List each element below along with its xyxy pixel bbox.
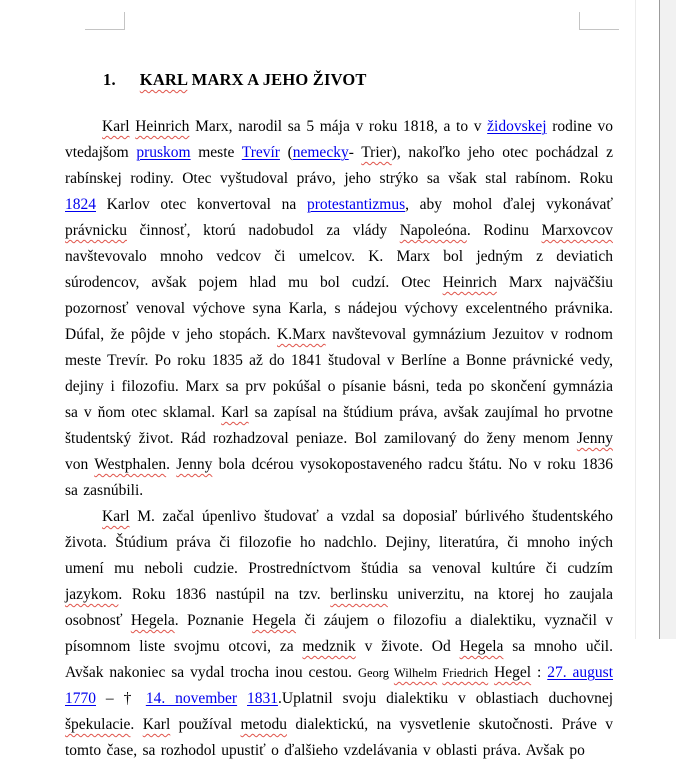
- text-run: M. začal úpenlivo študovať a vzdal sa doposiaľ búrlivého študentského života. Štúdium práva či filozofie ho nadchlo. Dejiny, literatúra, či mnoho iných umení mu neboli cudzie. Prostredníctvom štúdia sa venoval kultúre či cudzím: [65, 508, 613, 577]
- text-run: navštevovalo mnoho vedcov či umelcov. K. Marx bol jedným z deviatich súrodencov, avšak pojem hlad mu bol cudzí. Otec: [65, 248, 613, 291]
- text-run: Hegela: [131, 612, 175, 629]
- text-run: používal: [170, 716, 240, 733]
- text-run: Jenny: [577, 430, 613, 447]
- text-run: -: [349, 144, 362, 161]
- text-run: Hegela: [460, 638, 504, 655]
- text-run: KARL: [140, 70, 188, 89]
- section-heading: [103, 70, 613, 90]
- text-run: navštevoval gymnázium Jezuitov v rodnom meste Trevír. Po roku 1835 až do 1841 študoval v Berlíne a Bonne právnické vedy, dejiny i filozofiu. Marx sa prv pokúšal o písanie básni, teda po skončení gymnázia sa v ňom otec sklamal.: [65, 326, 613, 421]
- text-run: sa zapísal na štúdium práva, avšak zaujímal ho prvotne študentský život. Rád rozhadzoval peniaze. Bol zamilovaný do ženy menom: [65, 404, 613, 447]
- text-run: Karl: [102, 118, 130, 135]
- text-run: berlinsku: [330, 586, 388, 603]
- text-run: Karlov otec konvertoval na: [96, 196, 307, 213]
- text-run: bola dcérou vysokopostaveného radcu štátu. No v roku 1836 sa zasnúbili.: [65, 456, 613, 499]
- text-run: právnicku: [65, 222, 127, 239]
- text-run: Heinrich: [135, 118, 189, 135]
- text-run: . Poznanie: [175, 612, 252, 629]
- paragraph: [65, 504, 613, 764]
- hyperlink[interactable]: Trevír: [242, 144, 280, 161]
- text-run: Hegela: [252, 612, 296, 629]
- text-run: Jenny: [176, 456, 212, 473]
- text-run: rodine vo vtedajšom: [65, 118, 613, 161]
- text-run: :: [531, 664, 547, 681]
- paragraph: [65, 114, 613, 504]
- text-run: Karl: [143, 716, 171, 733]
- text-run: Westphalen: [94, 456, 166, 473]
- text-run: Marx najväčšiu pozornosť venoval výchove syna Karla, s nádejou výchovy excelentného právnika. Dúfal, že pôjde v jeho stopách.: [65, 274, 613, 343]
- hyperlink[interactable]: židovskej: [487, 118, 546, 135]
- text-run: . Rodinu: [467, 222, 542, 239]
- text-run: Hegel: [494, 664, 531, 681]
- text-run: .: [130, 716, 142, 733]
- text-run: .: [166, 456, 176, 473]
- text-run: Heinrich: [443, 274, 497, 291]
- text-run: Marxovcov: [542, 222, 613, 239]
- hyperlink[interactable]: 1770: [65, 690, 96, 707]
- hyperlink[interactable]: nemecky: [293, 144, 349, 161]
- text-run: jazykom: [65, 586, 118, 603]
- hyperlink[interactable]: pruskom: [136, 144, 190, 161]
- document-body: [65, 0, 613, 764]
- vertical-scrollbar[interactable]: [659, 0, 676, 639]
- text-run: .Uplatnil svoju dialektiku v oblastiach duchovnej: [278, 690, 613, 707]
- text-run: činnosť, ktorú nadobudol za vlády: [127, 222, 400, 239]
- text-run: v živote. Od: [356, 638, 460, 655]
- text-run: či záujem o filozofiu a dialektiku, vyznačil v písomnom liste svojmu otcovi, za: [65, 612, 613, 655]
- text-run: medznik: [302, 638, 355, 655]
- text-run: Karl: [221, 404, 249, 421]
- heading-number: 1.: [103, 70, 116, 90]
- text-run: (: [280, 144, 293, 161]
- text-run: ), nakoľko jeho otec pochádzal z rabínskej rodiny. Otec vyštudoval právo, jeho strýko sa však stal rabínom. Roku: [65, 144, 613, 187]
- hyperlink[interactable]: 1831: [247, 690, 278, 707]
- text-run: Karl: [102, 508, 130, 525]
- paragraphs-container: [65, 114, 613, 764]
- hyperlink[interactable]: protestantizmus: [307, 196, 405, 213]
- text-run: metodu: [240, 716, 287, 733]
- text-run: Trier: [361, 144, 391, 161]
- text-run: von: [65, 456, 94, 473]
- text-run: MARX A JEHO ŽIVOT: [187, 70, 366, 89]
- text-run: K.Marx: [277, 326, 326, 343]
- text-run: [237, 690, 247, 707]
- hyperlink[interactable]: 1824: [65, 196, 96, 213]
- text-run: sa mnoho učil. Avšak nakoniec sa vydal trocha inou cestou.: [65, 638, 613, 681]
- hyperlink[interactable]: 14. november: [146, 690, 237, 707]
- text-run: Georg: [358, 666, 394, 680]
- text-run: Friedrich: [442, 666, 488, 680]
- text-run: univerzitu, na ktorej ho zaujala osobnosť: [65, 586, 613, 629]
- hyperlink[interactable]: 27. august: [547, 664, 613, 681]
- text-run: špekulacie: [65, 716, 130, 733]
- heading-title: [140, 70, 367, 89]
- text-run: . Roku 1836 nastúpil na tzv.: [118, 586, 330, 603]
- text-run: , aby mohol ďalej vykonávať: [405, 196, 613, 213]
- text-run: meste: [191, 144, 242, 161]
- text-run: Wilhelm: [394, 666, 437, 680]
- text-run: Marx, narodil sa 5 mája v roku 1818, a to v: [189, 118, 487, 135]
- text-run: Napoleóna: [400, 222, 467, 239]
- text-run: – †: [96, 690, 146, 707]
- page-edge-line: [635, 0, 636, 639]
- text-run: dialektickú, na vysvetlenie skutočnosti. Práve v tomto čase, sa rozhodol upustiť o ďalšieho vzdelávania v oblasti práva. Avšak po: [65, 716, 613, 759]
